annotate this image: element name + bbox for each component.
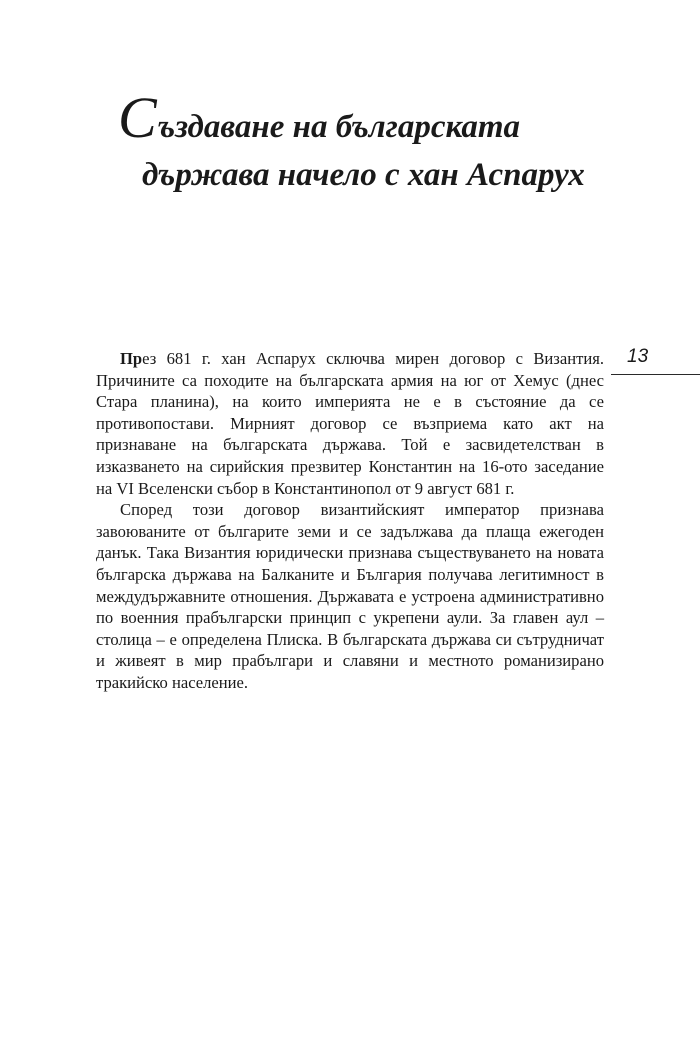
chapter-title-line-1-text: ъздаване на българската (157, 109, 521, 145)
paragraph-1 (96, 348, 604, 499)
chapter-title-initial: С (118, 85, 157, 150)
chapter-title-line-1 (118, 85, 598, 151)
body-text (96, 348, 604, 694)
paragraph-1-text: ез 681 г. хан Аспарух сключва мирен договор с Византия. Причините са походите на българската армия на юг от Хемус (днес Стара планина), на които империята не е в състояние да се противопостави. Мирният договор се възприема като акт на признаване на българската държава. Той е засвидетелстван в изказването на сирийския презвитер Константин на 16-ото заседание на VI Вселенски събор в Константинопол от 9 август 681 г. (96, 349, 604, 498)
chapter-title-line-2: държава начело с хан Аспарух (142, 157, 585, 193)
page-number-rule (611, 374, 700, 375)
paragraph-1-lead: Пр (120, 349, 143, 368)
page-number: 13 (627, 346, 649, 367)
chapter-title (118, 85, 598, 199)
paragraph-2: Според този договор византийският император признава завоюваните от българите земи и се задължава да плаща ежегоден данък. Така Византия юридически признава съществуването на новата българска държава на Балканите и България получава легитимност в междудържавните отношения. Държавата е устроена административно по военния прабългарски принцип с укрепени аули. За главен аул – столица – е определена Плиска. В българската държава си сътрудничат и живеят в мир прабългари и славяни и местното романизирано тракийско население. (96, 500, 604, 692)
